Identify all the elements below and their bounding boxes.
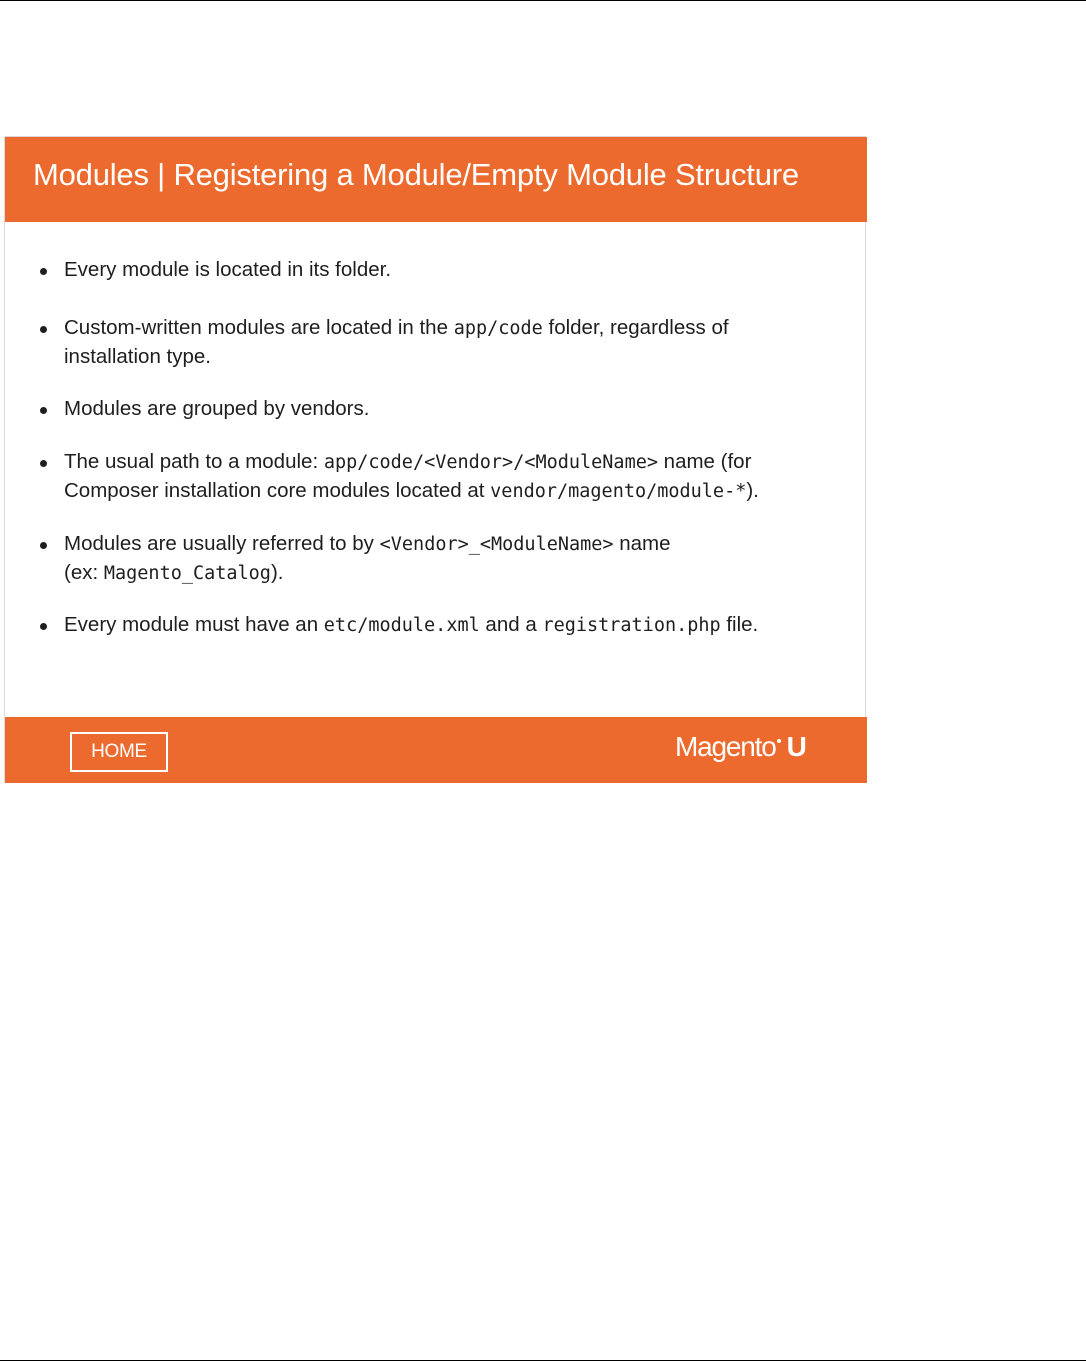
page-bottom-rule xyxy=(0,1360,1086,1361)
bullet-line xyxy=(64,256,844,284)
code-fragment: Magento_Catalog xyxy=(103,563,271,584)
text-fragment: Every module must have an xyxy=(64,613,324,636)
bullet-line xyxy=(64,611,844,640)
bullet-dot-icon xyxy=(40,268,47,275)
text-fragment: (ex: xyxy=(64,561,104,584)
code-fragment: app/code xyxy=(453,318,543,339)
text-fragment: Modules are usually referred to by xyxy=(64,532,380,555)
text-fragment: Modules are grouped by vendors. xyxy=(64,397,370,420)
brand-suffix: U xyxy=(786,731,807,762)
code-fragment: <Vendor>_<ModuleName> xyxy=(379,534,614,555)
code-fragment: app/code/<Vendor>/<ModuleName> xyxy=(323,452,658,473)
bullet-dot-icon xyxy=(40,326,47,333)
magento-u-logo xyxy=(675,731,807,763)
brand-name: Magento xyxy=(675,731,776,762)
bullet-line xyxy=(64,448,844,477)
trademark-mark xyxy=(777,739,781,743)
bullet-text xyxy=(64,395,844,423)
bullet-line xyxy=(64,559,844,588)
page-top-rule xyxy=(0,0,1086,1)
bullet-line xyxy=(64,530,844,559)
text-fragment: ). xyxy=(270,561,284,584)
slide-footer xyxy=(5,717,867,783)
home-button[interactable]: HOME xyxy=(70,732,168,772)
bullet-line xyxy=(64,343,844,371)
text-fragment: Composer installation core modules located at xyxy=(64,479,491,502)
text-fragment: file. xyxy=(720,613,759,636)
code-fragment: registration.php xyxy=(542,615,721,636)
bullet-line xyxy=(64,395,844,423)
text-fragment: name (for xyxy=(657,450,752,473)
code-fragment: etc/module.xml xyxy=(323,615,480,636)
text-fragment: folder, regardless of xyxy=(542,316,729,339)
bullet-dot-icon xyxy=(40,460,47,467)
bullet-dot-icon xyxy=(40,407,47,414)
slide-header xyxy=(5,137,867,222)
slide-title: Modules | Registering a Module/Empty Module Structure xyxy=(33,157,799,192)
bullet-line xyxy=(64,477,844,506)
bullet-text xyxy=(64,314,844,371)
bullet-text xyxy=(64,448,844,506)
text-fragment: installation type. xyxy=(64,345,212,368)
bullet-text xyxy=(64,256,844,284)
bullet-dot-icon xyxy=(40,623,47,630)
bullet-text xyxy=(64,530,844,588)
text-fragment: Custom-written modules are located in the xyxy=(64,316,454,339)
text-fragment: and a xyxy=(479,613,543,636)
code-fragment: vendor/magento/module-* xyxy=(490,481,747,502)
bullet-line xyxy=(64,314,844,343)
bullet-dot-icon xyxy=(40,542,47,549)
text-fragment: The usual path to a module: xyxy=(64,450,324,473)
text-fragment: ). xyxy=(746,479,759,502)
text-fragment: Every module is located in its folder. xyxy=(64,258,392,281)
text-fragment: name xyxy=(613,532,671,555)
slide xyxy=(4,136,866,782)
bullet-text xyxy=(64,611,844,640)
